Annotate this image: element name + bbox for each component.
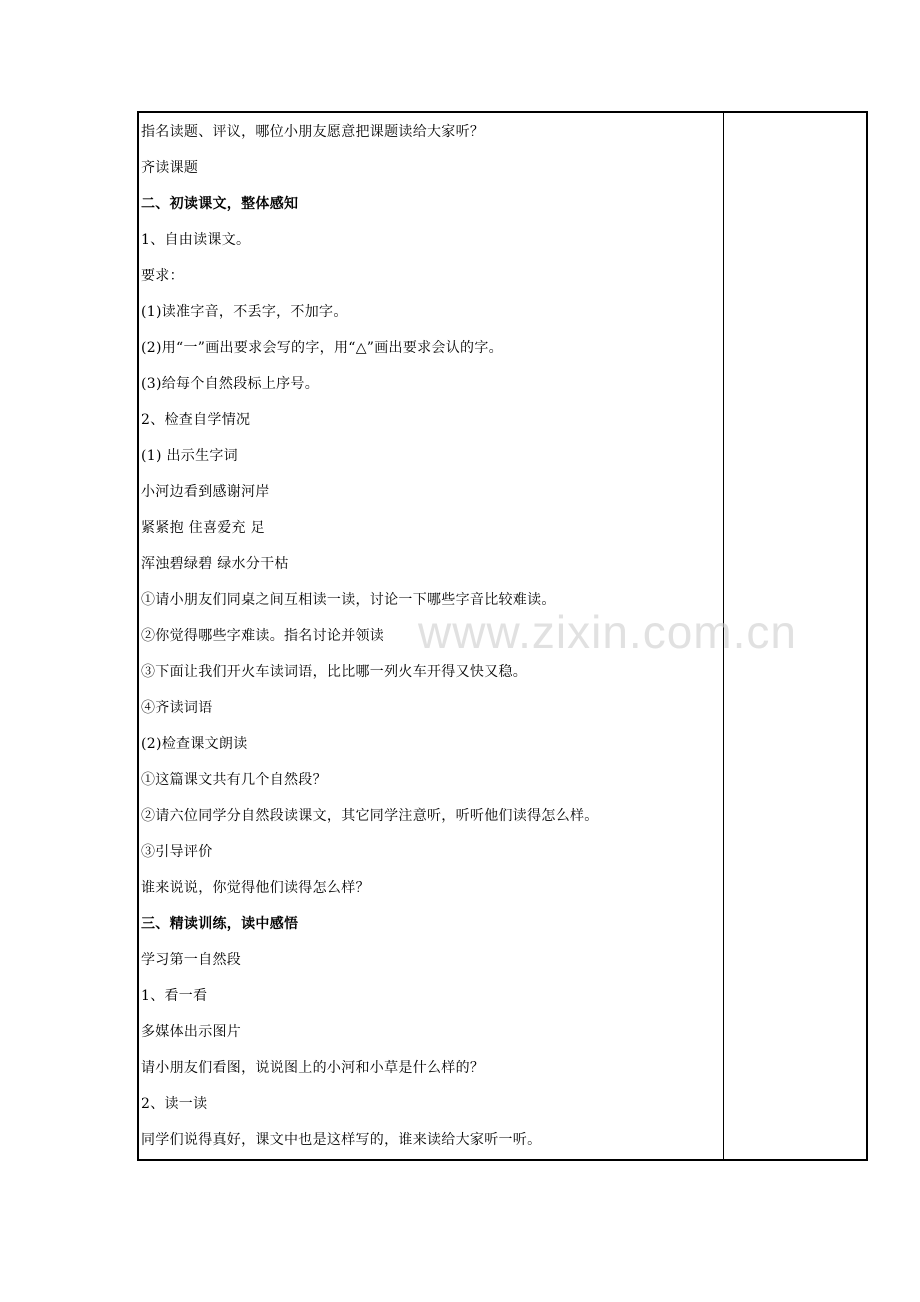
line-check-self-study: 2、检查自学情况: [141, 412, 251, 428]
line-check-reading-aloud: (2)检查课文朗读: [141, 736, 248, 752]
line-word-group-1: 小河边看到感谢河岸: [141, 484, 270, 500]
line-guide-evaluation: ③引导评价: [141, 844, 213, 860]
line-step-2: ②你觉得哪些字难读。指名讨论并领读: [141, 628, 385, 644]
line-requirement-1: (1)读准字音，不丢字，不加字。: [141, 304, 348, 320]
lesson-content-cell: [139, 113, 723, 1159]
line-look-at-picture: 请小朋友们看图，说说图上的小河和小草是什么样的？: [141, 1060, 485, 1076]
line-free-reading: 1、自由读课文。: [141, 232, 251, 248]
line-look: 1、看一看: [141, 988, 208, 1004]
line-read-title-together: 齐读课题: [141, 160, 199, 176]
line-requirement-2: (2)用“一”画出要求会写的字，用“△”画出要求会认的字。: [141, 340, 503, 356]
line-requirements: 要求：: [141, 268, 184, 284]
section-heading-first-reading: 二、初读课文，整体感知: [141, 196, 299, 212]
line-question-paragraphs: ①这篇课文共有几个自然段？: [141, 772, 327, 788]
line-step-1: ①请小朋友们同桌之间互相读一读，讨论一下哪些字音比较难读。: [141, 592, 556, 608]
line-who-reads-aloud: 同学们说得真好，课文中也是这样写的，谁来读给大家听一听。: [141, 1132, 542, 1148]
line-word-group-2: 紧紧抱 住喜爱充 足: [141, 520, 265, 536]
lesson-table: [137, 111, 868, 1161]
line-reading-title: 指名读题、评议，哪位小朋友愿意把课题读给大家听？: [141, 124, 485, 140]
section-heading-intensive-reading: 三、精读训练，读中感悟: [141, 916, 299, 932]
line-step-4: ④齐读词语: [141, 700, 213, 716]
line-study-paragraph-1: 学习第一自然段: [141, 952, 242, 968]
line-show-new-words: (1) 出示生字词: [141, 448, 238, 464]
line-read: 2、读一读: [141, 1096, 208, 1112]
notes-cell: [724, 113, 866, 1159]
line-word-group-3: 浑浊碧绿碧 绿水分干枯: [141, 556, 289, 572]
line-requirement-3: (3)给每个自然段标上序号。: [141, 376, 320, 392]
line-six-students-read: ②请六位同学分自然段读课文，其它同学注意听，听听他们读得怎么样。: [141, 808, 599, 824]
watermark: www.zixin.com.cn: [418, 606, 797, 658]
line-step-3: ③下面让我们开火车读词语，比比哪一列火车开得又快又稳。: [141, 664, 528, 680]
line-who-comments: 谁来说说，你觉得他们读得怎么样？: [141, 880, 370, 896]
line-multimedia-picture: 多媒体出示图片: [141, 1024, 242, 1040]
